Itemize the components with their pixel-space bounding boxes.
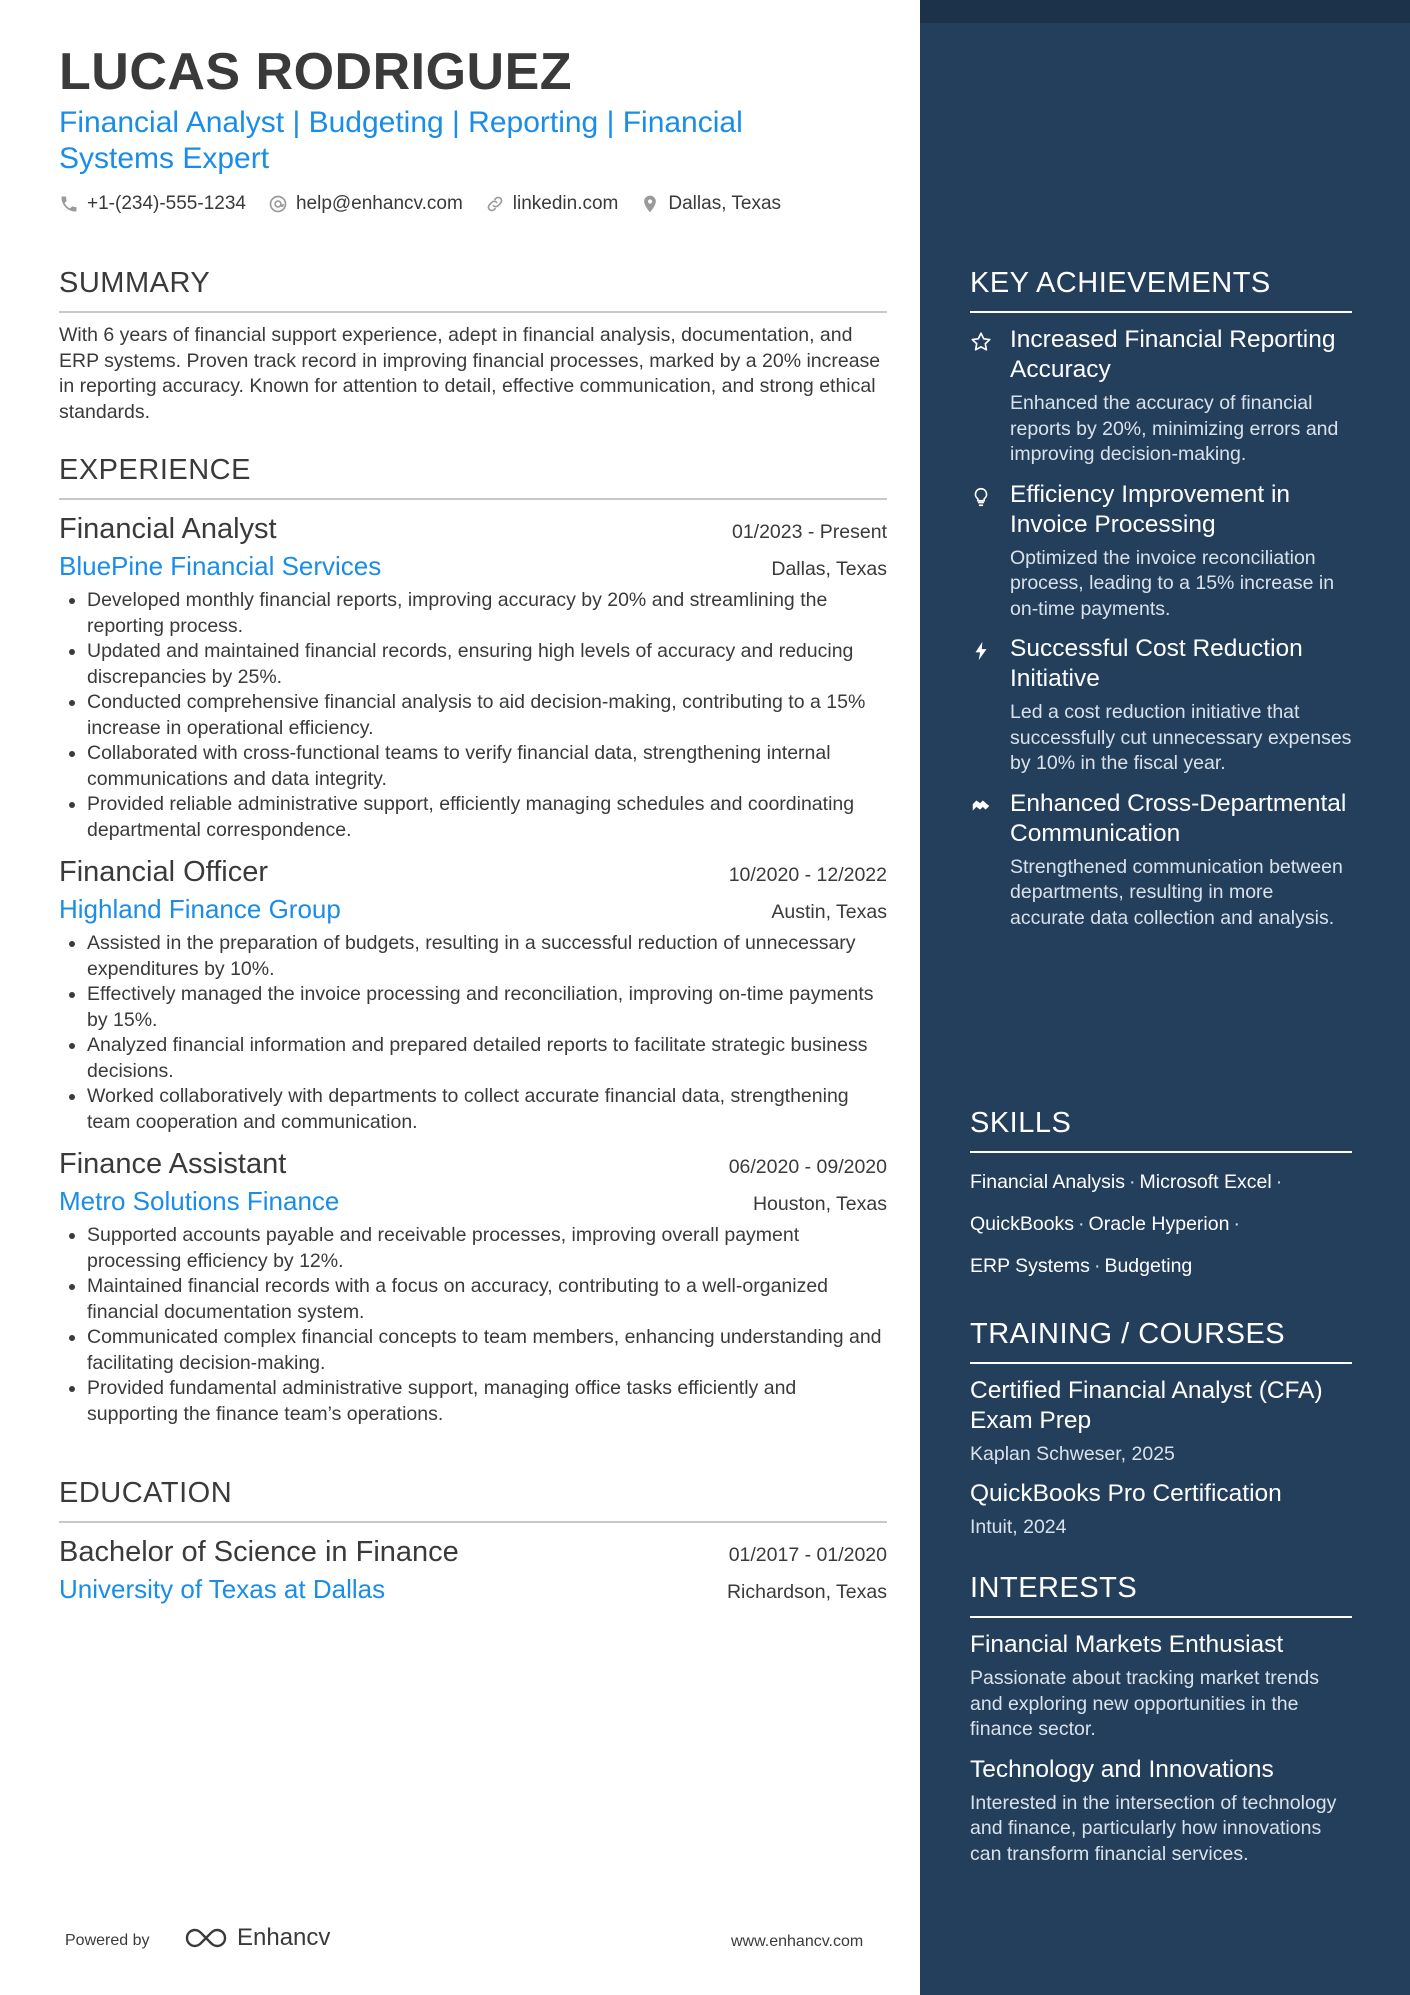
job-location: Dallas, Texas [771,558,887,580]
training-section [970,1316,1352,1540]
achievement-title: Increased Financial Reporting Accuracy [1010,326,1336,383]
star-icon [970,331,992,353]
summary-text: With 6 years of financial support experience, adept in financial analysis, documentation, and ERP systems. Proven track record in improving financial processes, marked by a 20% increase in reporting accuracy. Known for attention to detail, effective communication, and strong ethical standards. [59,324,881,423]
lightbulb-icon [970,486,992,508]
footer-url[interactable]: www.enhancv.com [731,1933,864,1950]
job-bullet: • Provided reliable administrative support, efficiently managing schedules and coordinating departmental correspondence. [87,792,887,843]
link-icon [485,194,505,214]
section-title: SKILLS [970,1107,1072,1139]
interest-item [970,1630,1352,1743]
skill-item: Microsoft Excel [1139,1171,1272,1193]
candidate-name: LUCAS RODRIGUEZ [59,43,573,101]
contact-linkedin[interactable] [485,193,619,215]
job-entry [59,510,887,843]
interest-desc: Passionate about tracking market trends and exploring new opportunities in the finance sector. [970,1667,1320,1740]
achievement-item [970,634,1352,777]
summary-section [59,265,887,425]
job-bullet: • Effectively managed the invoice processing and reconciliation, improving on-time payments by 15%. [87,982,887,1033]
contact-phone[interactable] [59,193,246,215]
achievement-desc: Led a cost reduction initiative that successfully cut unnecessary expenses by 10% in the fiscal year. [1010,701,1352,774]
job-date: 01/2023 - Present [731,521,887,543]
job-entry [59,1145,887,1427]
job-location: Houston, Texas [752,1193,887,1215]
interests-section [970,1570,1352,1867]
job-bullet: • Assisted in the preparation of budgets, resulting in a successful reduction of unnecessary expenditures by 10%. [87,931,887,982]
interest-title: Technology and Innovations [970,1755,1274,1783]
achievement-item [970,480,1352,623]
at-icon [268,194,288,214]
section-title: EXPERIENCE [59,454,251,486]
linkedin-text: linkedin.com [512,193,619,214]
skill-item: ERP Systems [970,1255,1090,1277]
course-item [970,1479,1352,1540]
section-divider [59,311,887,313]
job-bullets [59,931,887,1135]
school-location: Richardson, Texas [726,1581,887,1603]
skill-separator: · [1275,1171,1283,1193]
skill-separator: · [1233,1213,1240,1235]
enhancv-logo[interactable] [183,1924,330,1952]
skill-item: Financial Analysis [970,1171,1125,1193]
location-pin-icon [640,194,660,214]
section-divider [970,311,1352,313]
company-name: Highland Finance Group [59,894,341,924]
skill-item: Oracle Hyperion [1088,1213,1230,1235]
section-title: INTERESTS [970,1572,1138,1604]
enhancv-logo-icon [183,1925,229,1951]
section-title: TRAINING / COURSES [970,1318,1286,1350]
achievement-title: Successful Cost Reduction Initiative [1010,635,1303,692]
sidebar-top-bar [920,0,1410,23]
achievement-title: Efficiency Improvement in Invoice Processing [1010,480,1291,538]
job-title: Finance Assistant [59,1148,287,1180]
skill-item: QuickBooks [970,1213,1075,1235]
job-bullets [59,588,887,843]
skills-section [970,1105,1352,1287]
education-entry [59,1533,887,1607]
section-divider [970,1616,1352,1618]
interest-item [970,1755,1352,1868]
achievements-section [970,265,1352,931]
handshake-icon [970,795,992,817]
course-meta: Intuit, 2024 [970,1516,1067,1538]
job-date: 06/2020 - 09/2020 [728,1156,887,1178]
location-text: Dallas, Texas [668,193,782,214]
section-divider [59,498,887,500]
contact-location [640,193,781,215]
achievement-desc: Optimized the invoice reconciliation process, leading to a 15% increase in on-time payments. [1010,546,1335,620]
job-bullet: • Worked collaboratively with departments to collect accurate financial data, strengthening team cooperation and communication. [87,1084,887,1135]
course-item [970,1376,1352,1467]
education-date: 01/2017 - 01/2020 [728,1544,887,1566]
achievement-title: Enhanced Cross-Departmental Communication [1010,789,1347,847]
skill-separator: · [1129,1171,1136,1193]
job-bullet: • Analyzed financial information and prepared detailed reports to facilitate strategic business decisions. [87,1033,887,1084]
contact-bar [59,193,781,215]
achievement-desc: Enhanced the accuracy of financial reports by 20%, minimizing errors and improving decision-making. [1010,392,1339,465]
phone-text: +1-(234)-555-1234 [87,193,246,214]
headline: Financial Analyst | Budgeting | Reporting | Financial Systems Expert [59,106,743,175]
achievement-desc: Strengthened communication between departments, resulting in more accurate data collection and analysis. [1010,855,1343,929]
school-name: University of Texas at Dallas [59,1574,386,1604]
education-section [59,1475,887,1607]
powered-by-label: Powered by [65,1932,150,1949]
phone-icon [59,194,79,214]
job-bullets [59,1223,887,1427]
job-bullet: • Communicated complex financial concepts to team members, enhancing understanding and facilitating decision-making. [87,1325,887,1376]
job-bullet: • Provided fundamental administrative support, managing office tasks efficiently and supporting the finance team’s operations. [87,1376,887,1427]
enhancv-wordmark: Enhancv [237,1924,331,1951]
lightning-icon [970,640,992,662]
degree-title: Bachelor of Science in Finance [59,1536,459,1568]
section-title: EDUCATION [59,1477,233,1509]
job-date: 10/2020 - 12/2022 [728,864,887,886]
achievement-item [970,789,1352,932]
job-entry [59,853,887,1135]
skill-item: Budgeting [1104,1255,1193,1277]
section-divider [59,1521,887,1523]
section-divider [970,1362,1352,1364]
achievement-item [970,325,1352,468]
interest-desc: Interested in the intersection of technology and finance, particularly how innovations can transform financial services. [970,1791,1337,1865]
interest-title: Financial Markets Enthusiast [970,1631,1284,1658]
job-bullet: • Maintained financial records with a focus on accuracy, contributing to a well-organized financial documentation system. [87,1274,887,1325]
skill-separator: · [1093,1255,1101,1277]
job-bullet: • Updated and maintained financial records, ensuring high levels of accuracy and reducing discrepancies by 25%. [87,639,887,690]
contact-email[interactable] [268,193,463,215]
company-name: BluePine Financial Services [59,551,382,581]
job-location: Austin, Texas [771,901,887,923]
skills-list [970,1161,1352,1287]
job-title: Financial Officer [59,856,268,888]
section-divider [970,1151,1352,1153]
job-bullet: • Supported accounts payable and receivable processes, improving overall payment processing efficiency by 12%. [87,1223,887,1274]
job-bullet: • Developed monthly financial reports, improving accuracy by 20% and streamlining the reporting process. [87,588,887,639]
sidebar [920,0,1410,1995]
email-text: help@enhancv.com [295,193,463,214]
course-meta: Kaplan Schweser, 2025 [970,1443,1175,1465]
course-title: Certified Financial Analyst (CFA) Exam Prep [970,1377,1323,1434]
skill-separator: · [1078,1213,1085,1235]
job-bullet: • Conducted comprehensive financial analysis to aid decision-making, contributing to a 15% increase in operational efficiency. [87,690,887,741]
company-name: Metro Solutions Finance [59,1186,340,1216]
section-title: KEY ACHIEVEMENTS [970,267,1271,299]
section-title: SUMMARY [59,267,211,299]
course-title: QuickBooks Pro Certification [970,1480,1282,1507]
job-bullet: • Collaborated with cross-functional teams to verify financial data, strengthening internal communications and data integrity. [87,741,887,792]
experience-section [59,452,887,1427]
job-title: Financial Analyst [59,513,277,545]
